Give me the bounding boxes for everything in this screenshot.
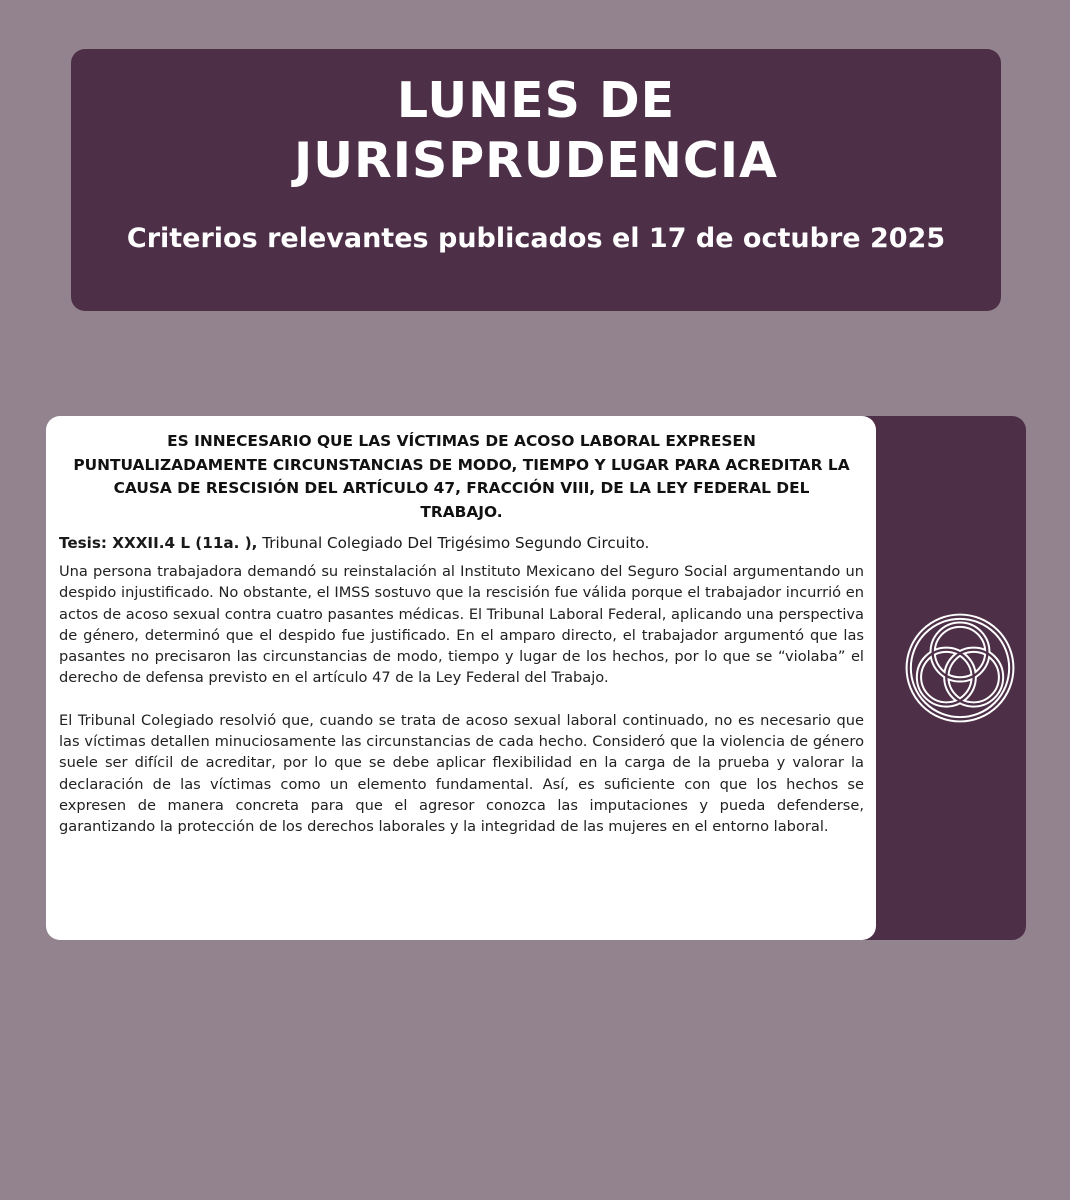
tesis-label: Tesis: XXXII.4 L (11a. ), <box>59 534 258 552</box>
tesis-court: Tribunal Colegiado Del Trigésimo Segundo Circuito. <box>257 534 650 552</box>
page-title-line-1: LUNES DE <box>396 72 676 129</box>
page-title <box>71 71 1001 191</box>
tesis-line <box>59 532 864 554</box>
header-banner <box>71 49 1001 311</box>
card-heading: ES INNECESARIO QUE LAS VÍCTIMAS DE ACOSO LABORAL EXPRESEN PUNTUALIZADAMENTE CIRCUNSTANCIAS DE MODO, TIEMPO Y LUGAR PARA ACREDITAR LA CAUSA DE RESCISIÓN DEL ARTÍCULO 47, FRACCIÓN VIII, DE LA LEY FEDERAL DEL TRABAJO. <box>73 432 850 521</box>
page-title-line-2: JURISPRUDENCIA <box>294 132 778 189</box>
page-subtitle: Criterios relevantes publicados el 17 de octubre 2025 <box>126 223 946 254</box>
paragraph-2: El Tribunal Colegiado resolvió que, cuando se trata de acoso sexual laboral continuado, no es necesario que las víctimas detallen minuciosamente las circunstancias de cada hecho. Consideró que la violencia de género suele ser difícil de acreditar, por lo que se debe aplicar flexibilidad en la carga de la prueba y valorar la declaración de las víctimas como un elemento fundamental. Así, es suficiente con que los hechos se expresen de manera concreta para que el agresor conozca las imputaciones y pueda defenderse, garantizando la protección de los derechos laborales y la integridad de las mujeres en el entorno laboral. <box>59 711 864 836</box>
paragraph-1: Una persona trabajadora demandó su reinstalación al Instituto Mexicano del Seguro Social argumentando un despido injustificado. No obstante, el IMSS sostuvo que la rescisión fue válida porque el trabajador incurrió en actos de acoso sexual contra cuatro pasantes médicas. El Tribunal Laboral Federal, aplicando una perspectiva de género, determinó que el despido fue justificado. En el amparo directo, el trabajador argumentó que las pasantes no precisaron las circunstancias de modo, tiempo y lugar de los hechos, por lo que se “violaba” el derecho de defensa previsto en el artículo 47 de la Ley Federal del Trabajo. <box>59 563 864 687</box>
content-card <box>46 416 876 940</box>
celtic-knot-icon <box>903 611 1017 725</box>
